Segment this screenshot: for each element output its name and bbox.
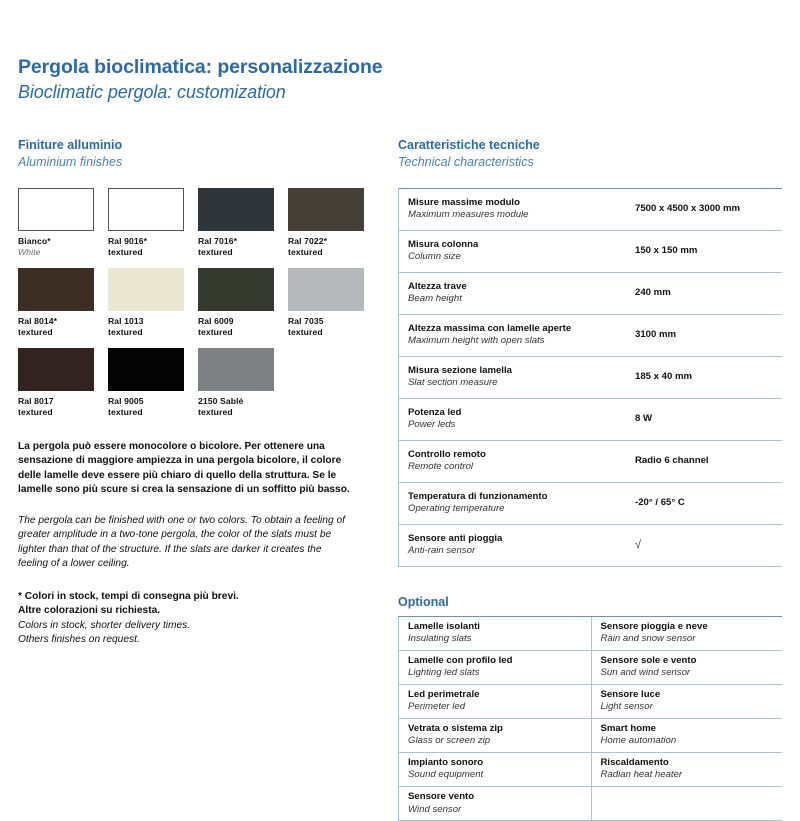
finishes-description [18, 440, 350, 572]
description-it: La pergola può essere monocolore o bicolore. Per ottenere una sensazione di maggiore ampiezza in una pergola bicolore, il colore delle lamelle deve essere più chiaro di quello della struttura. Se le lamelle sono più scure si crea la sensazione di un soffitto più basso. [18, 440, 350, 498]
optional-item [399, 617, 591, 650]
finishes-heading [18, 138, 370, 170]
spec-label [399, 407, 631, 432]
spec-value: -20° / 65° C [631, 497, 782, 509]
optional-item-en: Sound equipment [408, 769, 585, 782]
color-swatch [198, 348, 276, 418]
optional-item-en: Sun and wind sensor [601, 667, 777, 680]
stock-note-it-line2: Altre colorazioni su richiesta. [18, 604, 370, 618]
color-swatch-subtitle: textured [288, 247, 366, 258]
spec-row [399, 273, 782, 315]
color-swatch-name: Ral 7016* [198, 236, 276, 247]
color-swatch-grid [18, 188, 370, 418]
optional-row [399, 787, 782, 821]
color-swatch-name: Ral 9016* [108, 236, 186, 247]
spec-row [399, 483, 782, 525]
spec-label [399, 365, 631, 390]
specs-heading [398, 138, 782, 170]
spec-value-check-icon: √ [631, 538, 782, 552]
color-swatch-subtitle: textured [108, 327, 186, 338]
optional-item-it: Smart home [601, 723, 777, 735]
spec-row [399, 231, 782, 273]
optional-row [399, 719, 782, 753]
optional-item-it: Led perimetrale [408, 689, 585, 701]
spec-label [399, 449, 631, 474]
color-swatch-chip [18, 268, 94, 311]
optional-item-it: Sensore vento [408, 791, 585, 803]
page-title-en: Bioclimatic pergola: customization [18, 81, 383, 104]
optional-item-en: Glass or screen zip [408, 735, 585, 748]
spec-value: 150 x 150 mm [631, 245, 782, 257]
color-swatch-name: 2150 Sablé [198, 396, 276, 407]
spec-label-it: Controllo remoto [408, 449, 631, 461]
description-en: The pergola can be finished with one or two colors. To obtain a feeling of greater amplitude in a two-tone pergola, the color of the slats must be lighter than that of the structure. If the slats are darker it creates the feeling of a lower ceiling. [18, 514, 350, 572]
optional-item-it: Impianto sonoro [408, 757, 585, 769]
color-swatch [198, 188, 276, 258]
spec-label-it: Altezza massima con lamelle aperte [408, 323, 631, 335]
spec-label [399, 281, 631, 306]
color-swatch-chip [198, 348, 274, 391]
color-swatch-subtitle: textured [198, 327, 276, 338]
spec-label [399, 533, 631, 558]
color-swatch-chip [198, 268, 274, 311]
technical-specs-table [398, 188, 782, 567]
optional-item-it: Sensore sole e vento [601, 655, 777, 667]
spec-label [399, 239, 631, 264]
color-swatch-subtitle: textured [198, 247, 276, 258]
optional-item [591, 617, 783, 650]
color-swatch-subtitle: textured [288, 327, 366, 338]
color-swatch-subtitle: textured [18, 407, 96, 418]
optional-item [399, 685, 591, 718]
optional-item [399, 787, 591, 820]
color-swatch-subtitle: textured [198, 407, 276, 418]
optional-item [399, 651, 591, 684]
color-swatch-subtitle: textured [108, 407, 186, 418]
color-swatch-subtitle: textured [18, 327, 96, 338]
spec-label-it: Potenza led [408, 407, 631, 419]
spec-value: 8 W [631, 413, 782, 425]
specs-heading-it: Caratteristiche tecniche [398, 138, 782, 154]
spec-value: 7500 x 4500 x 3000 mm [631, 203, 782, 215]
spec-row [399, 315, 782, 357]
optional-table [398, 616, 782, 821]
spec-label-it: Misura colonna [408, 239, 631, 251]
spec-label-it: Misura sezione lamella [408, 365, 631, 377]
color-swatch-subtitle: textured [108, 247, 186, 258]
spec-value: 3100 mm [631, 329, 782, 341]
spec-label-it: Sensore anti pioggia [408, 533, 631, 545]
spec-label-it: Misure massime modulo [408, 197, 631, 209]
optional-item-en: Lighting led slats [408, 667, 585, 680]
optional-item-en: Rain and snow sensor [601, 633, 777, 646]
optional-heading: Optional [398, 595, 782, 611]
spec-label-en: Slat section measure [408, 377, 631, 390]
specs-column [398, 138, 782, 821]
optional-item [591, 719, 783, 752]
color-swatch-chip [288, 188, 364, 231]
optional-item-en: Home automation [601, 735, 777, 748]
spec-label-en: Remote control [408, 461, 631, 474]
stock-note-it-line1: * Colori in stock, tempi di consegna più brevi. [18, 590, 370, 604]
spec-label-en: Column size [408, 251, 631, 264]
spec-label [399, 323, 631, 348]
optional-item-en: Wind sensor [408, 804, 585, 817]
color-swatch-name: Ral 8014* [18, 316, 96, 327]
stock-note-en-line2: Others finishes on request. [18, 633, 370, 647]
color-swatch-name: Ral 7022* [288, 236, 366, 247]
spec-label-en: Maximum measures module [408, 209, 631, 222]
spec-label-en: Beam height [408, 293, 631, 306]
color-swatch-chip [288, 268, 364, 311]
spec-label-en: Operating temperature [408, 503, 631, 516]
spec-label-it: Temperatura di funzionamento [408, 491, 631, 503]
optional-item-it: Sensore luce [601, 689, 777, 701]
color-swatch-name: Bianco* [18, 236, 96, 247]
spec-value: 240 mm [631, 287, 782, 299]
color-swatch [108, 188, 186, 258]
color-swatch [18, 348, 96, 418]
optional-item-en: Light sensor [601, 701, 777, 714]
color-swatch [18, 188, 96, 258]
spec-label-en: Power leds [408, 419, 631, 432]
spec-row [399, 525, 782, 567]
color-swatch-chip [18, 348, 94, 391]
color-swatch-chip [108, 348, 184, 391]
page-title-it: Pergola bioclimatica: personalizzazione [18, 56, 383, 79]
color-swatch-name: Ral 8017 [18, 396, 96, 407]
optional-row [399, 617, 782, 651]
spec-label-en: Maximum height with open slats [408, 335, 631, 348]
finishes-heading-en: Aluminium finishes [18, 154, 370, 170]
spec-value: 185 x 40 mm [631, 371, 782, 383]
spec-value: Radio 6 channel [631, 455, 782, 467]
finishes-heading-it: Finiture alluminio [18, 138, 370, 154]
color-swatch [108, 268, 186, 338]
spec-label [399, 491, 631, 516]
optional-item-en: Radian heat heater [601, 769, 777, 782]
spec-row [399, 357, 782, 399]
color-swatch-name: Ral 6009 [198, 316, 276, 327]
optional-item-en: Perimeter led [408, 701, 585, 714]
stock-note-en-line1: Colors in stock, shorter delivery times. [18, 619, 370, 633]
color-swatch-name: Ral 1013 [108, 316, 186, 327]
optional-row [399, 753, 782, 787]
page-header [18, 56, 383, 104]
optional-item [591, 651, 783, 684]
spec-label-en: Anti-rain sensor [408, 545, 631, 558]
spec-row [399, 189, 782, 231]
color-swatch-name: Ral 9005 [108, 396, 186, 407]
optional-item-it: Lamelle isolanti [408, 621, 585, 633]
color-swatch-name: Ral 7035 [288, 316, 366, 327]
optional-item-it: Lamelle con profilo led [408, 655, 585, 667]
specs-heading-en: Technical characteristics [398, 154, 782, 170]
color-swatch-chip [108, 268, 184, 311]
optional-item [399, 719, 591, 752]
color-swatch [198, 268, 276, 338]
optional-item-it: Vetrata o sistema zip [408, 723, 585, 735]
spec-label [399, 197, 631, 222]
optional-item [591, 787, 783, 820]
optional-item-en: Insulating slats [408, 633, 585, 646]
optional-item [399, 753, 591, 786]
stock-note [18, 590, 370, 648]
color-swatch-chip [198, 188, 274, 231]
color-swatch [288, 268, 366, 338]
spec-label-it: Altezza trave [408, 281, 631, 293]
color-swatch-subtitle: White [18, 247, 96, 258]
optional-section [398, 595, 782, 821]
optional-item-it: Sensore pioggia e neve [601, 621, 777, 633]
optional-item-it: Riscaldamento [601, 757, 777, 769]
color-swatch-chip [108, 188, 184, 231]
optional-row [399, 651, 782, 685]
spec-row [399, 441, 782, 483]
color-swatch-chip [18, 188, 94, 231]
color-swatch [18, 268, 96, 338]
color-swatch [288, 188, 366, 258]
optional-item [591, 753, 783, 786]
spec-row [399, 399, 782, 441]
finishes-column [18, 138, 370, 648]
color-swatch [108, 348, 186, 418]
optional-row [399, 685, 782, 719]
optional-item [591, 685, 783, 718]
